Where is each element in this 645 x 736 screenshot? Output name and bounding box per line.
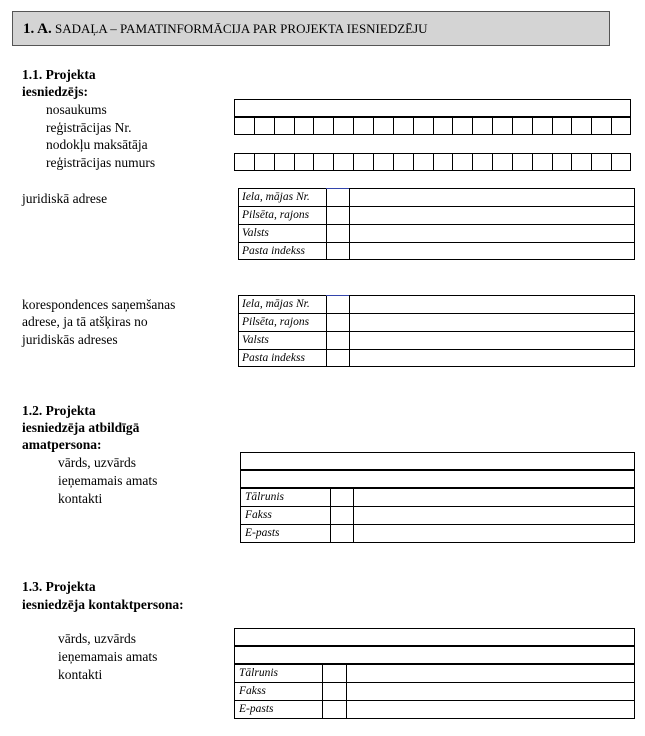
s12-contacts-field-label: E-pasts: [245, 527, 280, 539]
digit-cell-divider: [413, 117, 414, 135]
digit-cell-divider: [353, 117, 354, 135]
s13-contacts-field-label: E-pasts: [239, 703, 274, 715]
digit-cell-divider: [294, 153, 295, 171]
s12-label-name: vārds, uzvārds: [58, 455, 136, 470]
digit-cell-divider: [452, 117, 453, 135]
corr-address-row-divider: [238, 349, 635, 350]
s13-title1: 1.3. Projekta: [22, 579, 96, 594]
s11-title: 1.1. Projekta: [22, 67, 96, 82]
s12-label-contacts: kontakti: [58, 491, 103, 506]
digit-cell-divider: [294, 117, 295, 135]
s12-contacts-row-divider: [240, 506, 635, 507]
label-legal-address: juridiskā adrese: [22, 191, 108, 206]
digit-cell-divider: [413, 153, 414, 171]
s13-contacts-row-divider: [234, 700, 635, 701]
s12-contacts-field-label: Fakss: [245, 509, 272, 521]
label-corr2: adrese, ja tā atšķiras no: [22, 314, 148, 329]
name-field[interactable]: [234, 99, 631, 117]
s13-contacts-row-divider: [234, 682, 635, 683]
s12-title2: iesniedzēja atbildīgā: [22, 420, 140, 435]
s12-title1: 1.2. Projekta: [22, 403, 96, 418]
legal-address-col-divider: [349, 188, 350, 260]
digit-cell-divider: [472, 153, 473, 171]
s12-contacts-col-divider: [353, 488, 354, 543]
s11-title2: iesniedzējs:: [22, 84, 88, 99]
s13-label-position: ieņemamais amats: [58, 649, 158, 664]
s12-contacts-row-divider: [240, 524, 635, 525]
label-corr3: juridiskās adreses: [22, 332, 118, 347]
digit-cell-divider: [611, 153, 612, 171]
digit-cell-divider: [254, 117, 255, 135]
section-title: SADAĻA – PAMATINFORMĀCIJA PAR PROJEKTA IESNIEDZĒJU: [55, 21, 428, 36]
s12-contacts-table: [240, 488, 635, 543]
digit-cell-divider: [274, 117, 275, 135]
section-header-text: [23, 21, 428, 38]
digit-cell-divider: [571, 117, 572, 135]
digit-cell-divider: [452, 153, 453, 171]
s12-contacts-field-label: Tālrunis: [245, 491, 284, 503]
digit-cell-divider: [433, 153, 434, 171]
corr-address-field-label: Pilsēta, rajons: [242, 316, 310, 328]
legal-address-blue-top: [326, 188, 349, 189]
corr-address-col-divider: [326, 295, 327, 367]
s12-name-field[interactable]: [240, 452, 635, 470]
digit-cell-divider: [393, 153, 394, 171]
legal-address-field-label: Valsts: [242, 227, 269, 239]
digit-cell-divider: [591, 153, 592, 171]
s13-label-name: vārds, uzvārds: [58, 631, 136, 646]
digit-cell-divider: [313, 153, 314, 171]
digit-cell-divider: [353, 153, 354, 171]
s13-contacts-col-divider: [322, 664, 323, 719]
corr-address-row-divider: [238, 313, 635, 314]
label-corr1: korespondences saņemšanas: [22, 297, 176, 312]
section-number: 1. A.: [23, 21, 52, 37]
s13-title2: iesniedzēja kontaktpersona:: [22, 597, 184, 612]
digit-cell-divider: [393, 117, 394, 135]
digit-cell-divider: [512, 153, 513, 171]
digit-cell-divider: [472, 117, 473, 135]
corr-address-field-label: Valsts: [242, 334, 269, 346]
digit-cell-divider: [373, 153, 374, 171]
digit-cell-divider: [532, 117, 533, 135]
legal-address-field-label: Pasta indekss: [242, 245, 305, 257]
legal-address-row-divider: [238, 206, 635, 207]
s13-name-field[interactable]: [234, 628, 635, 646]
s12-contacts-col-divider: [330, 488, 331, 543]
corr-address-col-divider: [349, 295, 350, 367]
label-tax2: reģistrācijas numurs: [46, 155, 156, 170]
s13-contacts-field-label: Fakss: [239, 685, 266, 697]
digit-cell-divider: [333, 153, 334, 171]
label-regnr: reģistrācijas Nr.: [46, 120, 132, 135]
label-tax1: nodokļu maksātāja: [46, 137, 148, 152]
legal-address-row-divider: [238, 224, 635, 225]
digit-cell-divider: [552, 153, 553, 171]
s13-label-contacts: kontakti: [58, 667, 103, 682]
s13-position-field[interactable]: [234, 646, 635, 664]
s12-title3: amatpersona:: [22, 437, 102, 452]
legal-address-field-label: Pilsēta, rajons: [242, 209, 310, 221]
digit-cell-divider: [591, 117, 592, 135]
s13-contacts-table: [234, 664, 635, 719]
label-name: nosaukums: [46, 102, 107, 117]
digit-cell-divider: [611, 117, 612, 135]
legal-address-col-divider: [326, 188, 327, 260]
section-header: [12, 11, 610, 46]
digit-cell-divider: [254, 153, 255, 171]
digit-cell-divider: [532, 153, 533, 171]
digit-cell-divider: [274, 153, 275, 171]
digit-cell-divider: [313, 117, 314, 135]
s12-label-position: ieņemamais amats: [58, 473, 158, 488]
digit-cell-divider: [571, 153, 572, 171]
digit-cell-divider: [333, 117, 334, 135]
digit-cell-divider: [492, 153, 493, 171]
legal-address-row-divider: [238, 242, 635, 243]
corr-address-field-label: Pasta indekss: [242, 352, 305, 364]
corr-address-blue-top: [326, 295, 349, 296]
corr-address-row-divider: [238, 331, 635, 332]
corr-address-field-label: Iela, mājas Nr.: [242, 298, 310, 310]
digit-cell-divider: [373, 117, 374, 135]
digit-cell-divider: [433, 117, 434, 135]
s12-position-field[interactable]: [240, 470, 635, 488]
digit-cell-divider: [552, 117, 553, 135]
legal-address-field-label: Iela, mājas Nr.: [242, 191, 310, 203]
digit-cell-divider: [512, 117, 513, 135]
digit-cell-divider: [492, 117, 493, 135]
s13-contacts-field-label: Tālrunis: [239, 667, 278, 679]
s13-contacts-col-divider: [346, 664, 347, 719]
